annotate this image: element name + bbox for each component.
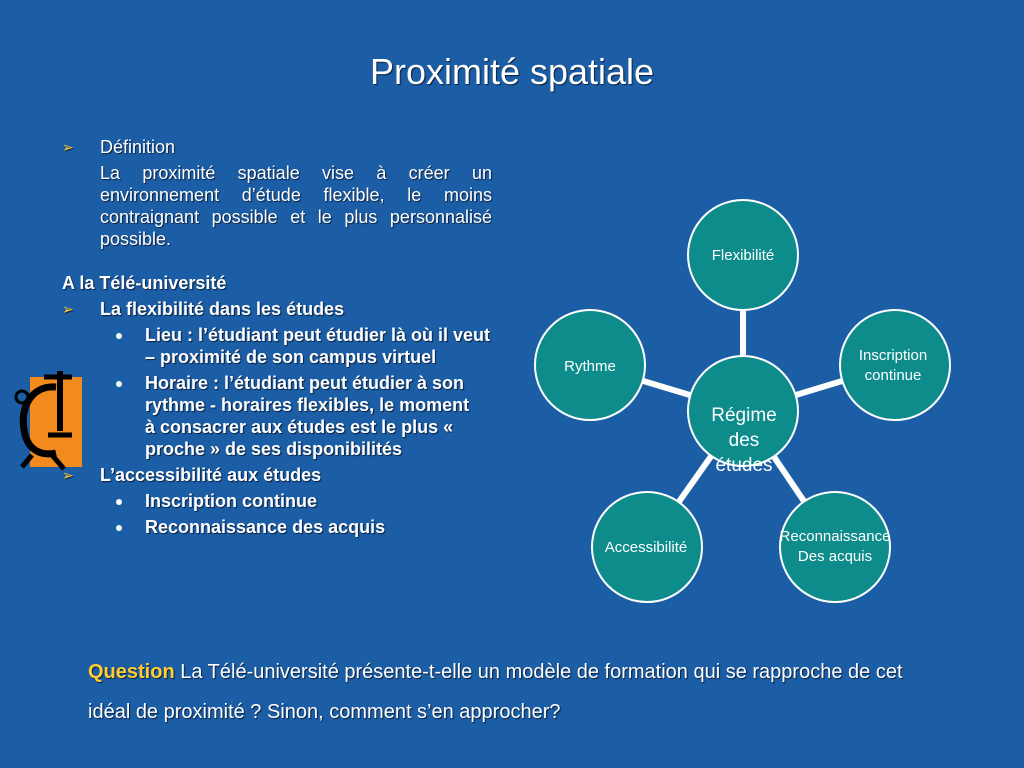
bullet-dot-icon <box>116 381 122 387</box>
center-node-label <box>689 403 799 476</box>
list-item <box>62 490 492 512</box>
access-heading-row <box>62 464 492 486</box>
bullet-dot-icon <box>116 499 122 505</box>
access-item-inscription: Inscription continue <box>145 491 318 511</box>
list-item <box>62 324 495 368</box>
list-item <box>62 516 492 538</box>
node-flexibilite-label <box>688 246 798 266</box>
slide-title: Proximité spatiale <box>369 51 655 92</box>
flex-item-lieu: Lieu : l’étudiant peut étudier là où il veut – proximité de son campus virtuel <box>145 325 491 367</box>
bullet-dot-icon <box>116 525 122 531</box>
node-rythme-label <box>535 357 645 377</box>
question-label: Question <box>88 661 175 683</box>
center-line-3: études <box>715 455 773 476</box>
flex-item-horaire: Horaire : l’étudiant peut étudier à son rythme - horaires flexibles, le moment à consacrer aux études est le plus « proche » de ses disponibilités <box>145 373 470 459</box>
question-text: La Télé-université présente-t-elle un modèle de formation qui se rapproche de cet idéal de proximité ? Sinon, comment s’en approcher? <box>88 661 903 723</box>
node-accessibilite-label <box>586 538 706 558</box>
definition-row <box>62 136 492 158</box>
bullet-dot-icon <box>116 333 122 339</box>
teluq-heading: A la Télé-université <box>62 273 227 293</box>
list-item <box>62 372 480 460</box>
access-item-reconnaissance: Reconnaissance des acquis <box>145 517 386 537</box>
node-right-text-2: continue <box>864 367 922 384</box>
access-heading: L’accessibilité aux études <box>100 465 322 485</box>
node-inscription-label <box>840 346 946 386</box>
definition-heading: Définition <box>100 137 176 157</box>
flex-heading-row <box>62 298 492 320</box>
question-block <box>88 652 948 732</box>
node-bottom-right-text-1: Reconnaissance <box>779 528 891 545</box>
node-top-text: Flexibilité <box>711 247 775 264</box>
center-line-2: des <box>728 430 760 451</box>
definition-text: La proximité spatiale vise à créer un environnement d’étude flexible, le moins contraignant possible et le plus personnalisé possible. <box>100 163 492 249</box>
arrow-bullet-icon: ➢ <box>62 301 74 317</box>
node-bottom-right-text-2: Des acquis <box>797 548 873 565</box>
arrow-bullet-icon: ➢ <box>62 139 74 155</box>
node-left-text: Rythme <box>564 358 616 375</box>
left-column <box>62 136 492 538</box>
center-line-1: Régime <box>711 405 777 426</box>
clamp-icon <box>12 367 87 472</box>
node-bottom-left-text: Accessibilité <box>604 539 688 556</box>
flex-heading: La flexibilité dans les études <box>100 299 345 319</box>
node-right-text-1: Inscription <box>858 347 928 364</box>
node-reconnaissance-label <box>760 527 910 567</box>
arrow-bullet-icon: ➢ <box>62 467 74 483</box>
